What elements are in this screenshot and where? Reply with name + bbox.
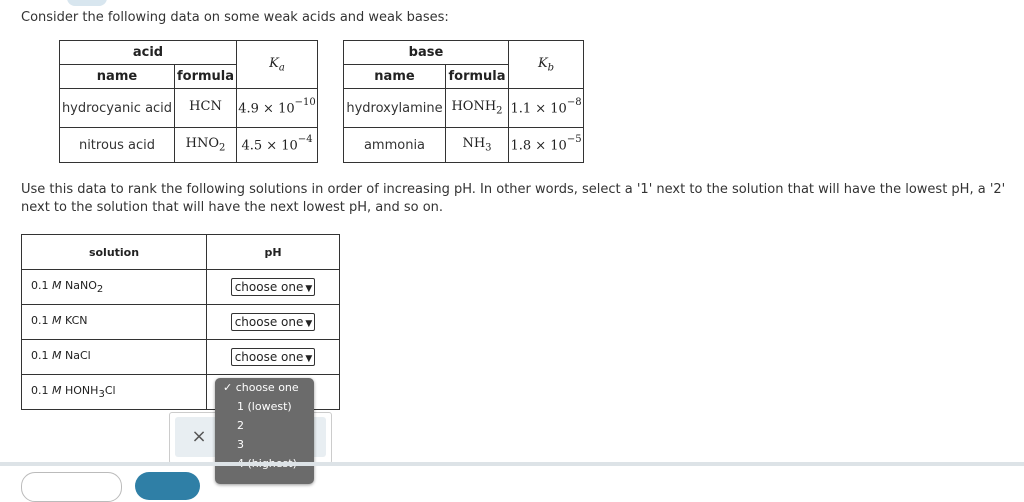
check-icon: ✓ — [223, 381, 233, 394]
base-group-header: base — [344, 41, 509, 65]
dropdown-option-1[interactable]: 1 (lowest) — [237, 400, 292, 413]
solution-label: 0.1 M NaNO$_2$ — [22, 270, 207, 305]
ph-header: pH — [207, 235, 340, 270]
dropdown-option-choose-one[interactable]: ✓ choose one — [223, 381, 299, 394]
base-kb: $1.8 \times 10^{-5}$ — [509, 128, 584, 163]
ph-select[interactable]: choose one ▼ — [231, 278, 316, 296]
explanation-button[interactable] — [21, 472, 122, 502]
table-row — [60, 128, 318, 163]
table-row — [60, 89, 318, 128]
base-name: hydroxylamine — [344, 89, 446, 128]
acid-ka: $4.5 \times 10^{-4}$ — [237, 128, 318, 163]
check-button[interactable] — [135, 472, 200, 500]
chevron-down-icon: ▼ — [305, 354, 313, 364]
instruction-text: Use this data to rank the following solutions in order of increasing pH. In other words, select a '1' next to the solution that will have the lowest pH, a '2' next to the solution that will have the next lowest pH, and so on. — [21, 182, 1006, 215]
table-row — [344, 89, 584, 128]
table-row — [344, 128, 584, 163]
acid-formula: $HNO_2$ — [175, 128, 237, 163]
ph-cell — [207, 340, 340, 375]
acid-name-header: name — [60, 65, 175, 89]
table-row — [22, 340, 340, 375]
base-table — [343, 40, 584, 163]
dropdown-option-3[interactable]: 3 — [237, 438, 244, 451]
acid-formula: HCN — [175, 89, 237, 128]
acid-formula-header: formula — [175, 65, 237, 89]
table-row — [22, 305, 340, 340]
intro-text: Consider the following data on some weak acids and weak bases: — [21, 10, 449, 25]
acid-group-header: acid — [60, 41, 237, 65]
chevron-down-icon: ▼ — [305, 319, 313, 329]
base-name: ammonia — [344, 128, 446, 163]
base-k-header: $K_b$ — [509, 41, 584, 89]
divider — [0, 462, 1024, 466]
acid-name: hydrocyanic acid — [60, 89, 175, 128]
ph-select[interactable]: choose one ▼ — [231, 313, 316, 331]
solution-label: 0.1 M $HONH_3Cl$ — [22, 375, 207, 410]
base-name-header: name — [344, 65, 446, 89]
base-kb: $1.1 \times 10^{-8}$ — [509, 89, 584, 128]
acid-table — [59, 40, 318, 163]
top-badge — [67, 0, 107, 6]
ph-select[interactable]: choose one ▼ — [231, 348, 316, 366]
ph-cell — [207, 305, 340, 340]
base-formula: $NH_3$ — [446, 128, 509, 163]
solution-header: solution — [22, 235, 207, 270]
base-formula: $HONH_2$ — [446, 89, 509, 128]
ph-cell — [207, 270, 340, 305]
ph-dropdown-menu — [215, 378, 314, 484]
close-icon[interactable]: × — [175, 417, 223, 457]
solution-label: 0.1 M KCN — [22, 305, 207, 340]
dropdown-option-2[interactable]: 2 — [237, 419, 244, 432]
acid-k-header: $K_a$ — [237, 41, 318, 89]
table-row — [22, 270, 340, 305]
base-formula-header: formula — [446, 65, 509, 89]
acid-ka: $4.9 \times 10^{-10}$ — [237, 89, 318, 128]
solution-label: 0.1 M NaCl — [22, 340, 207, 375]
acid-name: nitrous acid — [60, 128, 175, 163]
chevron-down-icon: ▼ — [305, 284, 313, 294]
